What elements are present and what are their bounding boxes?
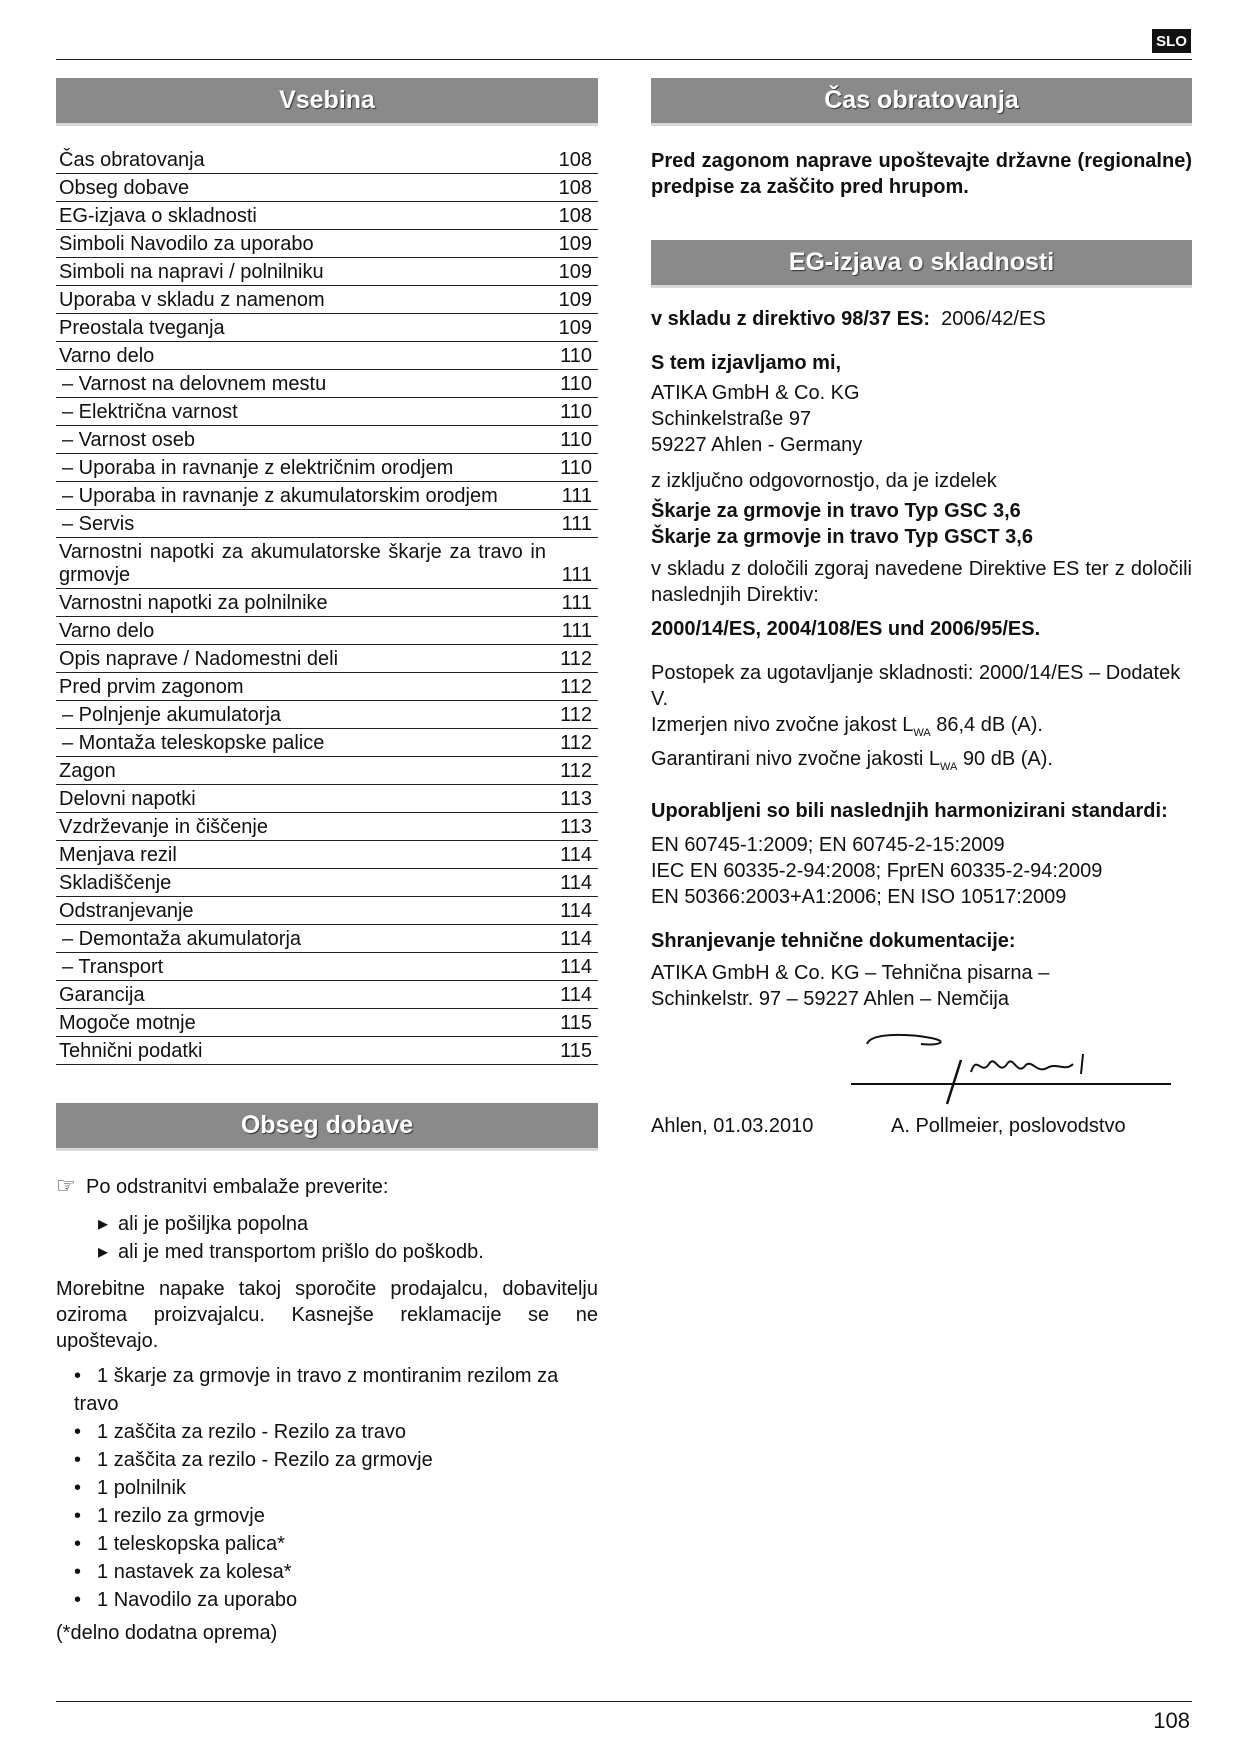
toc-entry-title: Varnostni napotki za polnilnike xyxy=(59,592,328,614)
toc-entry-title: Varno delo xyxy=(59,620,155,642)
toc-entry-page: 114 xyxy=(560,956,592,978)
toc-entry-page: 108 xyxy=(558,177,592,199)
toc-row[interactable] xyxy=(56,673,598,701)
toc-entry-title: Opis naprave / Nadomestni deli xyxy=(59,648,339,670)
toc-row[interactable] xyxy=(56,146,598,174)
list-item: • 1 zaščita za rezilo - Rezilo za travo xyxy=(74,1418,598,1446)
toc-entry-title: – Uporaba in ravnanje z električnim orodjem xyxy=(62,457,454,479)
table-of-contents xyxy=(56,146,598,1065)
delivery-items xyxy=(74,1362,598,1614)
toc-entry-title: – Transport xyxy=(62,956,164,978)
toc-entry-title: Obseg dobave xyxy=(59,177,190,199)
toc-entry-title: Čas obratovanja xyxy=(59,149,205,171)
toc-entry-title: Vzdrževanje in čiščenje xyxy=(59,816,268,838)
scope-intro: ☞ Po odstranitvi embalaže preverite: xyxy=(56,1173,389,1198)
toc-entry-page: 112 xyxy=(560,648,592,670)
list-item: • 1 Navodilo za uporabo xyxy=(74,1586,598,1614)
toc-row[interactable] xyxy=(56,757,598,785)
language-badge: SLO xyxy=(1152,29,1191,53)
toc-entry-title: Zagon xyxy=(59,760,116,782)
products: Škarje za grmovje in travo Typ GSC 3,6 Škarje za grmovje in travo Typ GSCT 3,6 xyxy=(651,500,1033,548)
toc-entry-page: 114 xyxy=(560,928,592,950)
toc-row[interactable] xyxy=(56,589,598,617)
toc-entry-page: 112 xyxy=(560,676,592,698)
signatory: A. Pollmeier, poslovodstvo xyxy=(891,1115,1126,1137)
toc-row[interactable] xyxy=(56,897,598,925)
toc-entry-page: 112 xyxy=(560,760,592,782)
toc-entry-page: 108 xyxy=(558,149,592,171)
list-item: • 1 rezilo za grmovje xyxy=(74,1502,598,1530)
signature-image xyxy=(851,1024,1181,1119)
toc-row[interactable] xyxy=(56,925,598,953)
toc-entry-title: – Demontaža akumulatorja xyxy=(62,928,302,950)
company-address: ATIKA GmbH & Co. KG Schinkelstraße 97 59227 Ahlen - Germany xyxy=(651,382,863,456)
operating-time-heading: Čas obratovanja xyxy=(651,78,1192,126)
toc-entry-title: Mogoče motnje xyxy=(59,1012,196,1034)
toc-row[interactable] xyxy=(56,174,598,202)
toc-row[interactable] xyxy=(56,426,598,454)
place-date: Ahlen, 01.03.2010 xyxy=(651,1115,814,1137)
toc-entry-title: Preostala tveganja xyxy=(59,317,225,339)
toc-row[interactable] xyxy=(56,454,598,482)
toc-entry-page: 115 xyxy=(560,1040,592,1062)
toc-entry-page: 110 xyxy=(560,429,592,451)
docs-address: ATIKA GmbH & Co. KG – Tehnična pisarna – Schinkelstr. 97 – 59227 Ahlen – Nemčija xyxy=(651,962,1050,1010)
toc-row[interactable] xyxy=(56,370,598,398)
toc-entry-page: 111 xyxy=(561,620,592,642)
list-item: ▸ ali je pošiljka popolna xyxy=(98,1210,598,1238)
toc-entry-page: 110 xyxy=(560,401,592,423)
toc-entry-page: 114 xyxy=(560,900,592,922)
toc-row[interactable] xyxy=(56,258,598,286)
declaration: S tem izjavljamo mi, xyxy=(651,352,842,374)
toc-entry-page: 113 xyxy=(560,788,592,810)
toc-row[interactable] xyxy=(56,617,598,645)
top-rule xyxy=(56,59,1192,60)
list-item: • 1 škarje za grmovje in travo z montiranim rezilom za travo xyxy=(74,1362,598,1418)
left-column xyxy=(56,78,598,1646)
list-item: • 1 teleskopska palica* xyxy=(74,1530,598,1558)
toc-row[interactable] xyxy=(56,869,598,897)
toc-entry-title: Uporaba v skladu z namenom xyxy=(59,289,325,311)
procedure: Postopek za ugotavljanje skladnosti: 2000/14/ES – Dodatek V. Izmerjen nivo zvočne jakost $L_{WA}$ 86,4 dB (A). Garantirani nivo zvočne jakosti $L_{WA}$ 90 dB (A). xyxy=(651,662,1181,773)
list-item: • 1 nastavek za kolesa* xyxy=(74,1558,598,1586)
toc-row[interactable] xyxy=(56,813,598,841)
toc-entry-page: 111 xyxy=(561,513,592,535)
responsibility: z izključno odgovornostjo, da je izdelek xyxy=(651,470,997,492)
toc-row[interactable] xyxy=(56,1009,598,1037)
toc-entry-page: 114 xyxy=(560,984,592,1006)
pointing-hand-icon: ☞ xyxy=(56,1173,76,1198)
list-item: ▸ ali je med transportom prišlo do poškodb. xyxy=(98,1238,598,1266)
standards-title: Uporabljeni so bili naslednjih harmonizirani standardi: xyxy=(651,800,1168,822)
toc-heading: Vsebina xyxy=(56,78,598,126)
toc-row[interactable] xyxy=(56,953,598,981)
toc-entry-page: 110 xyxy=(560,345,592,367)
toc-row[interactable] xyxy=(56,230,598,258)
toc-row[interactable] xyxy=(56,1037,598,1065)
toc-row[interactable] xyxy=(56,510,598,538)
toc-row[interactable] xyxy=(56,538,598,589)
toc-entry-page: 108 xyxy=(558,205,592,227)
toc-entry-page: 110 xyxy=(560,457,592,479)
toc-row[interactable] xyxy=(56,398,598,426)
toc-row[interactable] xyxy=(56,645,598,673)
right-column xyxy=(651,78,1192,1139)
toc-entry-title: – Servis xyxy=(62,513,135,535)
toc-entry-title: – Varnost na delovnem mestu xyxy=(62,373,327,395)
check-list xyxy=(98,1210,598,1266)
standards-list: EN 60745-1:2009; EN 60745-2-15:2009 IEC EN 60335-2-94:2008; FprEN 60335-2-94:2009 EN 50366:2003+A1:2006; EN ISO 10517:2009 xyxy=(651,834,1103,908)
scope-notice: Morebitne napake takoj sporočite prodajalcu, dobavitelju oziroma proizvajalcu. Kasnejše reklamacije se ne upoštevajo. xyxy=(56,1278,598,1352)
signature-line xyxy=(651,1113,1192,1139)
toc-entry-page: 113 xyxy=(560,816,592,838)
toc-row[interactable] xyxy=(56,342,598,370)
toc-entry-title: – Montaža teleskopske palice xyxy=(62,732,325,754)
toc-row[interactable] xyxy=(56,701,598,729)
toc-entry-page: 111 xyxy=(561,485,592,507)
toc-entry-page: 109 xyxy=(558,289,592,311)
toc-entry-title: Garancija xyxy=(59,984,145,1006)
conformity-heading: EG-izjava o skladnosti xyxy=(651,240,1192,288)
directives: 2000/14/ES, 2004/108/ES und 2006/95/ES. xyxy=(651,618,1041,640)
toc-entry-title: – Uporaba in ravnanje z akumulatorskim orodjem xyxy=(62,485,498,507)
toc-entry-title: Odstranjevanje xyxy=(59,900,194,922)
toc-row[interactable] xyxy=(56,729,598,757)
page-number: 108 xyxy=(1153,1708,1190,1733)
toc-entry-title: Varno delo xyxy=(59,345,155,367)
toc-entry-title: EG-izjava o skladnosti xyxy=(59,205,257,227)
toc-entry-title: Menjava rezil xyxy=(59,844,177,866)
toc-row[interactable] xyxy=(56,202,598,230)
toc-entry-title: – Varnost oseb xyxy=(62,429,196,451)
toc-entry-title: Pred prvim zagonom xyxy=(59,676,244,698)
toc-row[interactable] xyxy=(56,981,598,1009)
operating-time-text: Pred zagonom naprave upoštevajte državne (regionalne) predpise za zaščito pred hrupom. xyxy=(651,150,1192,198)
directive-line: v skladu z direktivo 98/37 ES: 2006/42/ES xyxy=(651,308,1046,330)
toc-entry-page: 114 xyxy=(560,872,592,894)
scope-heading: Obseg dobave xyxy=(56,1103,598,1151)
toc-row[interactable] xyxy=(56,841,598,869)
bottom-rule xyxy=(56,1701,1192,1702)
toc-entry-title: Tehnični podatki xyxy=(59,1040,203,1062)
toc-row[interactable] xyxy=(56,785,598,813)
scope-footnote: (*delno dodatna oprema) xyxy=(56,1622,278,1644)
toc-entry-page: 112 xyxy=(560,732,592,754)
docs-title: Shranjevanje tehnične dokumentacije: xyxy=(651,930,1016,952)
toc-entry-title: Simboli na napravi / polnilniku xyxy=(59,261,324,283)
list-item: • 1 polnilnik xyxy=(74,1474,598,1502)
toc-entry-page: 109 xyxy=(558,261,592,283)
toc-entry-page: 111 xyxy=(561,592,592,614)
toc-entry-page: 109 xyxy=(558,233,592,255)
toc-row[interactable] xyxy=(56,314,598,342)
toc-row[interactable] xyxy=(56,482,598,510)
toc-entry-page: 112 xyxy=(560,704,592,726)
provisions: v skladu z določili zgoraj navedene Direktive ES ter z določili naslednjih Direktiv: xyxy=(651,558,1192,606)
toc-entry-title: Skladiščenje xyxy=(59,872,172,894)
toc-entry-page: 109 xyxy=(558,317,592,339)
toc-entry-title: Simboli Navodilo za uporabo xyxy=(59,233,314,255)
toc-entry-title: Delovni napotki xyxy=(59,788,196,810)
toc-entry-page: 114 xyxy=(560,844,592,866)
list-item: • 1 zaščita za rezilo - Rezilo za grmovje xyxy=(74,1446,598,1474)
toc-entry-title: – Električna varnost xyxy=(62,401,238,423)
toc-entry-page: 110 xyxy=(560,373,592,395)
toc-row[interactable] xyxy=(56,286,598,314)
toc-entry-page: 115 xyxy=(560,1012,592,1034)
toc-entry-page: 111 xyxy=(561,564,592,586)
toc-entry-title: Varnostni napotki za akumulatorske škarje za travo in grmovje xyxy=(59,541,546,586)
toc-entry-title: – Polnjenje akumulatorja xyxy=(62,704,282,726)
